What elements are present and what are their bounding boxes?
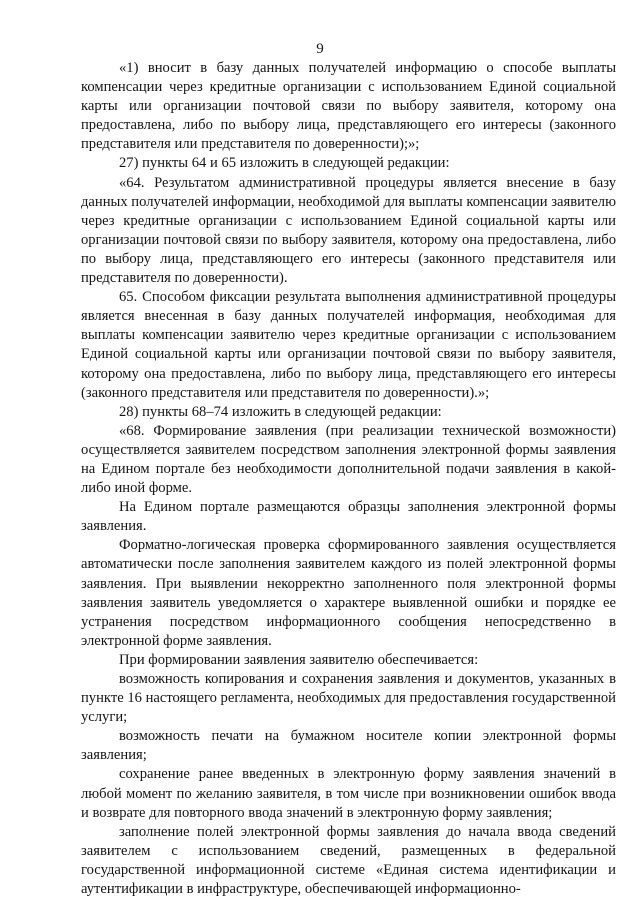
- paragraph-point-65: 65. Способом фиксации результата выполнения административной процедуры является внесенная в базу данных получателей информация, необходимая для выплаты компенсации заявителю через кредитные организации с использованием Единой социальной карты или организации почтовой связи по выбору заявителя, которому она предоставлена, либо по выбору лица, представляющего его интересы (законного представителя или представителя по доверенности).»;: [81, 289, 616, 401]
- paragraph-copy-save: возможность копирования и сохранения заявления и документов, указанных в пункте 16 настоящего регламента, необходимых для предоставления государственной услуги;: [81, 671, 616, 726]
- paragraph-prefill: заполнение полей электронной формы заявления до начала ввода сведений заявителем с использованием сведений, размещенных в федеральной государственной информационной системе «Единая система идентификации и аутентификации в инфраструктуре, обеспечивающей информационно-: [81, 823, 616, 898]
- paragraph-provisions-intro: При формировании заявления заявителю обеспечивается:: [119, 651, 479, 668]
- paragraph-point-68: «68. Формирование заявления (при реализации технической возможности) осуществляется заявителем посредством заполнения электронной формы заявления на Едином портале без необходимости дополнительной подачи заявления в какой-либо иной форме.: [81, 422, 616, 497]
- paragraph-item-1-recording: «1) вносит в базу данных получателей информацию о способе выплаты компенсации через кредитные организации с использованием Единой социальной карты или организации почтовой связи по выбору заявителя, которому она предоставлена, либо по выбору лица, представляющего его интересы (законного представителя или представителя по доверенности);»;: [81, 60, 616, 153]
- paragraph-preserve-values: сохранение ранее введенных в электронную форму заявления значений в любой момент по желанию заявителя, в том числе при возникновении ошибок ввода и возврате для повторного ввода значений в электронную форму заявления;: [81, 766, 616, 821]
- paragraph-samples: На Едином портале размещаются образцы заполнения электронной формы заявления.: [81, 499, 616, 535]
- paragraph-amendment-28: 28) пункты 68–74 изложить в следующей редакции:: [119, 403, 442, 420]
- paragraph-print: возможность печати на бумажном носителе копии электронной формы заявления;: [81, 728, 616, 764]
- page-number: 9: [316, 41, 324, 57]
- paragraph-amendment-27: 27) пункты 64 и 65 изложить в следующей редакции:: [119, 155, 450, 172]
- document-body: [81, 59, 616, 899]
- paragraph-point-64: «64. Результатом административной процедуры является внесение в базу данных получателей информации, необходимой для выплаты компенсации заявителю через кредитные организации с использованием Единой социальной карты или организации почтовой связи по выбору заявителя, которому она предоставлена, либо по выбору лица, представляющего его интересы (законного представителя или представителя по доверенности).: [81, 174, 616, 287]
- paragraph-format-check: Форматно-логическая проверка сформированного заявления осуществляется автоматически после заполнения заявителем каждого из полей электронной формы заявления. При выявлении некорректно заполненного поля электронной формы заявления заявитель уведомляется о характере выявленной ошибки и порядке ее устранения посредством информационного сообщения непосредственно в электронной форме заявления.: [81, 537, 616, 649]
